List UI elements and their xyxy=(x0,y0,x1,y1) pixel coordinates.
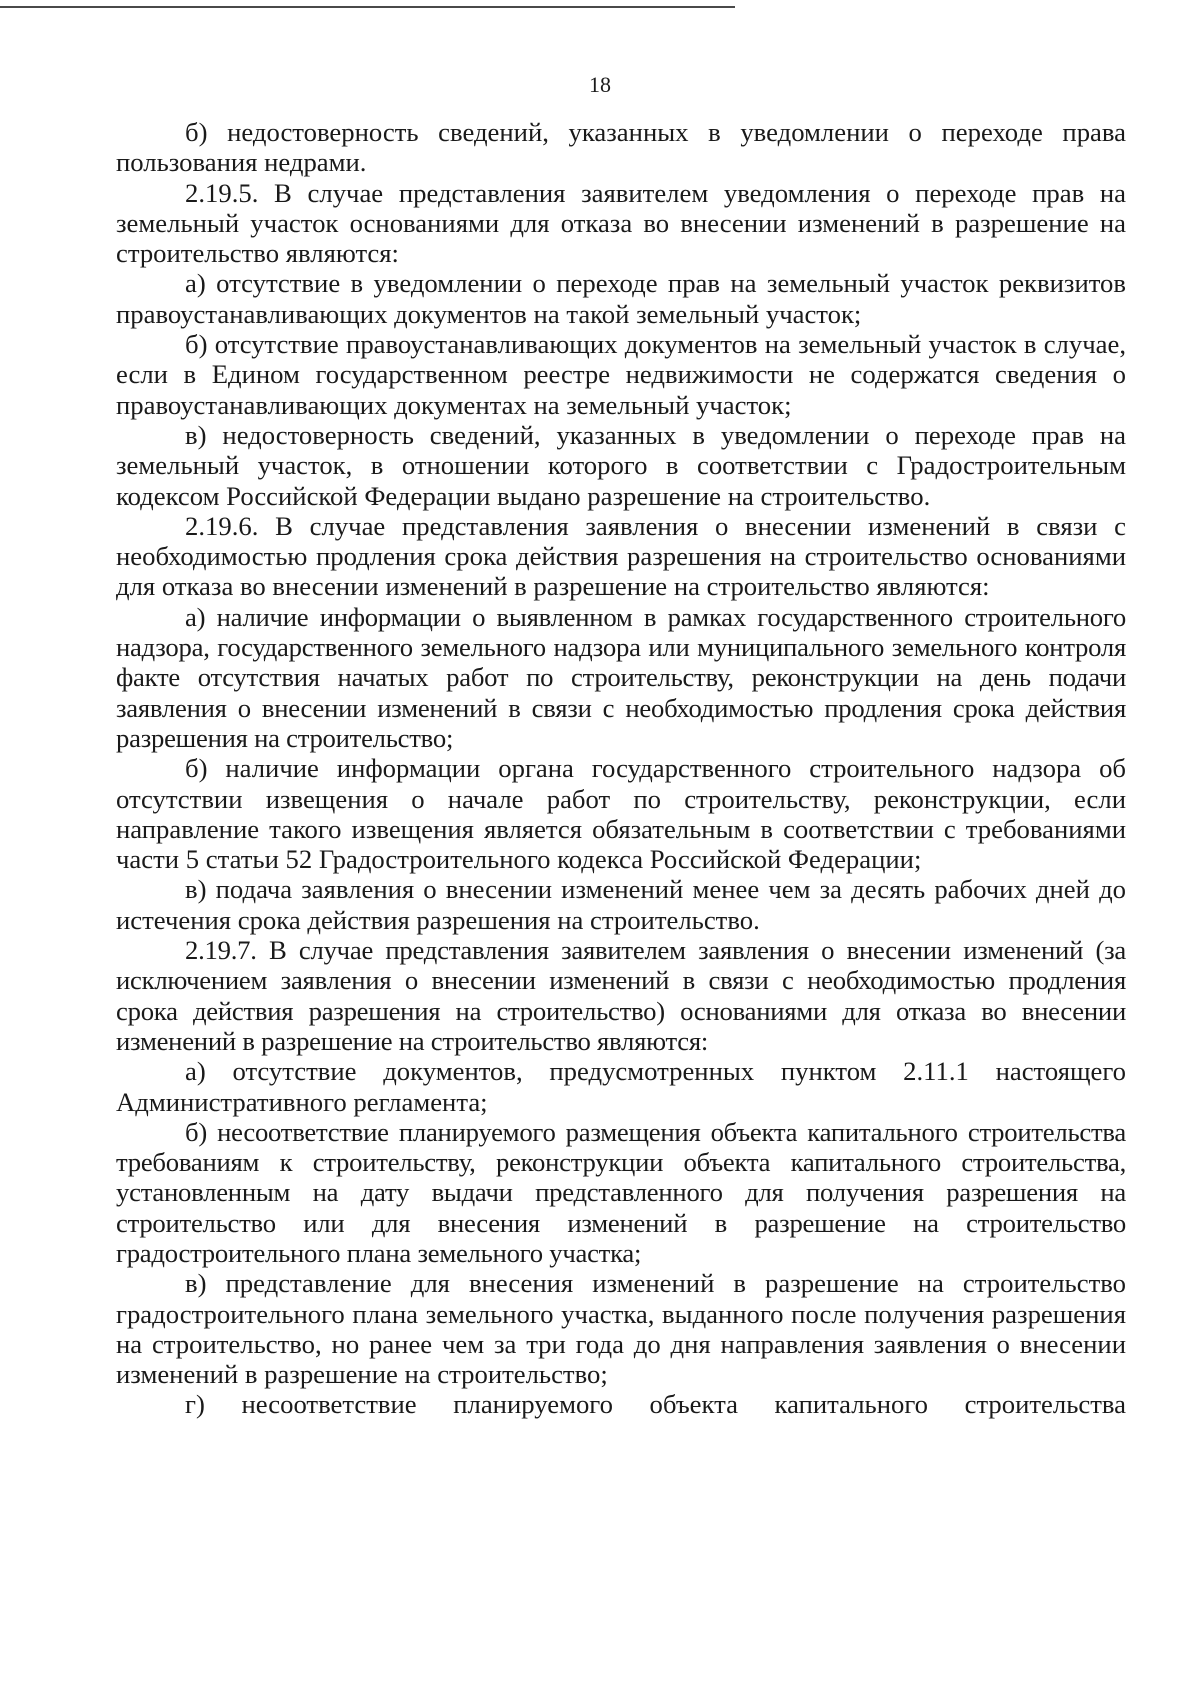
paragraph-2-19-6: 2.19.6. В случае представления заявления о внесении изменений в связи с необходимостью продления срока действия разрешения на строительство основаниями для отказа во внесении изменений в разрешение на строительство являются: xyxy=(116,510,1126,602)
paragraph-2-19-7-a: а) отсутствие документов, предусмотренных пунктом 2.11.1 настоящего Административного регламента; xyxy=(116,1056,1126,1117)
paragraph-2-19-6-a: а) наличие информации о выявленном в рамках государственного строительного надзора, государственного земельного надзора или муниципального земельного контроля факте отсутствия начатых работ по строительству, реконструкции на день подачи заявления о внесении изменений в связи с необходимостью продления срока действия разрешения на строительство; xyxy=(116,601,1126,753)
top-rule xyxy=(0,6,735,8)
paragraph-2-19-5: 2.19.5. В случае представления заявителем уведомления о переходе прав на земельный участок основаниями для отказа во внесении изменений в разрешение на строительство являются: xyxy=(116,177,1126,269)
paragraph-2-19-7-b: б) несоответствие планируемого размещения объекта капитального строительства требованиям к строительству, реконструкции объекта капитального строительства, установленным на дату выдачи представленного для получения разрешения на строительство или для внесения изменений в разрешение на строительство градостроительного плана земельного участка; xyxy=(116,1116,1126,1268)
paragraph-2-19-6-v: в) подача заявления о внесении изменений менее чем за десять рабочих дней до истечения срока действия разрешения на строительство. xyxy=(116,874,1126,935)
document-body xyxy=(116,117,1126,1420)
paragraph-2-19-4-b: б) недостоверность сведений, указанных в уведомлении о переходе права пользования недрами. xyxy=(116,117,1126,178)
paragraph-2-19-5-b: б) отсутствие правоустанавливающих документов на земельный участок в случае, если в Едином государственном реестре недвижимости не содержатся сведения о правоустанавливающих документах на земельный участок; xyxy=(116,329,1126,420)
paragraph-2-19-7: 2.19.7. В случае представления заявителем заявления о внесении изменений (за исключением заявления о внесении изменений в связи с необходимостью продления срока действия разрешения на строительство) основаниями для отказа во внесении изменений в разрешение на строительство являются: xyxy=(116,935,1126,1056)
paragraph-2-19-5-a: а) отсутствие в уведомлении о переходе прав на земельный участок реквизитов правоустанавливающих документов на такой земельный участок; xyxy=(116,268,1126,329)
paragraph-2-19-7-g: г) несоответствие планируемого объекта капитального строительства xyxy=(185,1389,1126,1420)
paragraph-2-19-5-v: в) недостоверность сведений, указанных в уведомлении о переходе прав на земельный участок, в отношении которого в соответствии с Градостроительным кодексом Российской Федерации выдано разрешение на строительство. xyxy=(116,419,1126,511)
page-number: 18 xyxy=(589,72,611,97)
paragraph-2-19-6-b: б) наличие информации органа государственного строительного надзора об отсутствии извещения о начале работ по строительству, реконструкции, если направление такого извещения является обязательным в соответствии с требованиями части 5 статьи 52 Градостроительного кодекса Российской Федерации; xyxy=(116,753,1126,875)
paragraph-2-19-7-v: в) представление для внесения изменений в разрешение на строительство градостроительного плана земельного участка, выданного после получения разрешения на строительство, но ранее чем за три года до дня направления заявления о внесении изменений в разрешение на строительство; xyxy=(116,1268,1126,1390)
